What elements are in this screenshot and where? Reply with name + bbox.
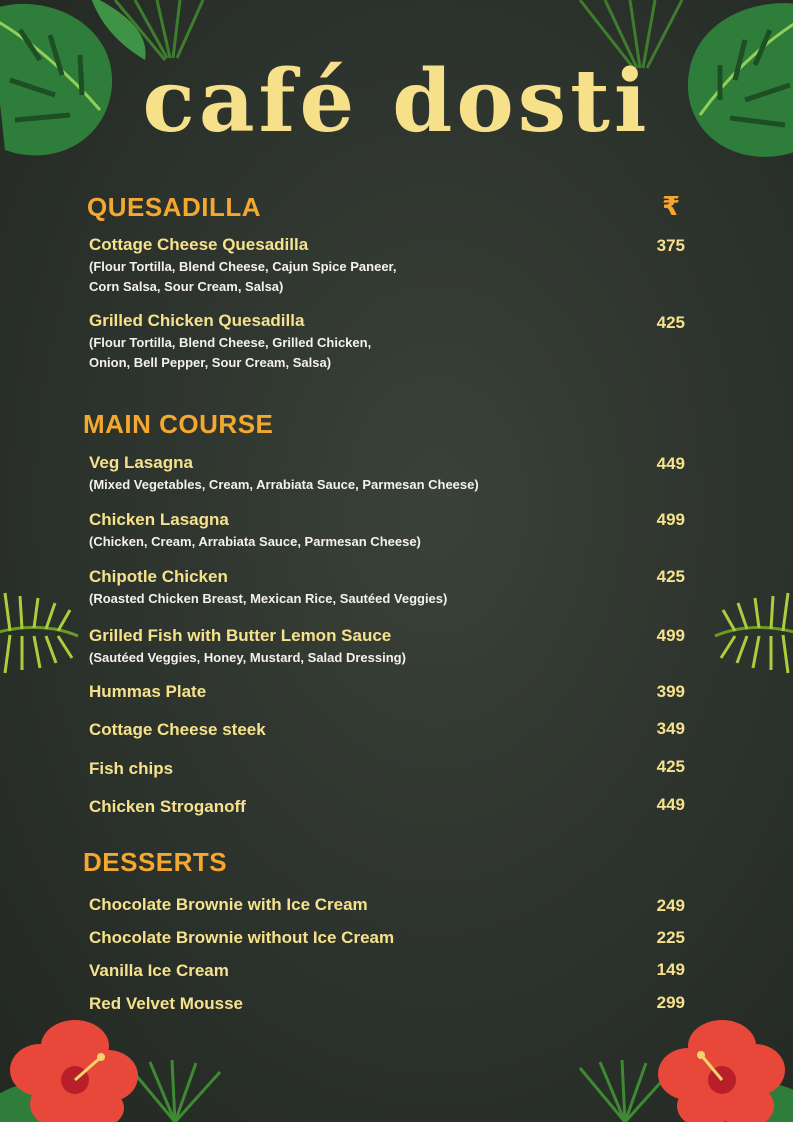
menu-item-description: Corn Salsa, Sour Cream, Salsa) (89, 279, 284, 294)
menu-item-name: Vanilla Ice Cream (89, 961, 229, 980)
menu-item-price: 375 (656, 236, 685, 255)
rupee-icon: ₹ (662, 192, 681, 222)
menu-item-price: 425 (656, 757, 685, 776)
section-title-main-course: MAIN COURSE (83, 409, 274, 439)
menu-item-description: (Sautéed Veggies, Honey, Mustard, Salad Dressing) (89, 650, 406, 665)
menu-item-price: 349 (656, 719, 685, 738)
palm-frond-icon (0, 588, 80, 678)
menu-item-name: Veg Lasagna (89, 453, 193, 472)
page-title: café dosti (142, 51, 651, 152)
menu-item-price: 249 (656, 896, 685, 915)
menu-item-price: 499 (656, 626, 685, 645)
section-title-desserts: DESSERTS (83, 847, 228, 877)
menu-item-name: Chicken Stroganoff (89, 797, 246, 816)
menu-item-name: Red Velvet Mousse (89, 994, 244, 1013)
menu-item-price: 449 (656, 454, 685, 473)
menu-item-price: 499 (656, 510, 685, 529)
menu-item-name: Hummas Plate (89, 682, 207, 701)
menu-item-price: 449 (656, 795, 685, 814)
menu-item-price: 225 (656, 928, 685, 947)
menu-item-description: (Chicken, Cream, Arrabiata Sauce, Parmesan Cheese) (89, 534, 421, 549)
menu-item-name: Cottage Cheese Quesadilla (89, 235, 309, 254)
menu-item-description: (Flour Tortilla, Blend Cheese, Cajun Spice Paneer, (89, 259, 397, 274)
menu-item-description: (Flour Tortilla, Blend Cheese, Grilled Chicken, (89, 335, 372, 350)
menu-item-name: Chocolate Brownie without Ice Cream (89, 928, 395, 947)
hibiscus-flower-icon (650, 1008, 793, 1122)
menu-item-name: Chipotle Chicken (89, 567, 228, 586)
menu-item-name: Grilled Chicken Quesadilla (89, 311, 305, 330)
menu-item-name: Cottage Cheese steek (89, 720, 266, 739)
menu-item-description: (Mixed Vegetables, Cream, Arrabiata Sauce, Parmesan Cheese) (89, 477, 479, 492)
palm-frond-icon (713, 588, 793, 678)
menu-item-price: 425 (656, 567, 685, 586)
menu-item-price: 399 (656, 682, 685, 701)
menu-item-name: Grilled Fish with Butter Lemon Sauce (89, 626, 392, 645)
section-title-quesadilla: QUESADILLA (87, 192, 261, 222)
menu-item-name: Chocolate Brownie with Ice Cream (89, 895, 368, 914)
menu-item-price: 425 (656, 313, 685, 332)
menu-item-price: 149 (656, 960, 685, 979)
menu-item-description: Onion, Bell Pepper, Sour Cream, Salsa) (89, 355, 332, 370)
menu-item-name: Chicken Lasagna (89, 510, 229, 529)
menu-item-price: 299 (656, 993, 685, 1012)
hibiscus-flower-icon (0, 1008, 150, 1122)
menu-item-description: (Roasted Chicken Breast, Mexican Rice, Sautéed Veggies) (89, 591, 448, 606)
menu-item-name: Fish chips (89, 759, 174, 778)
